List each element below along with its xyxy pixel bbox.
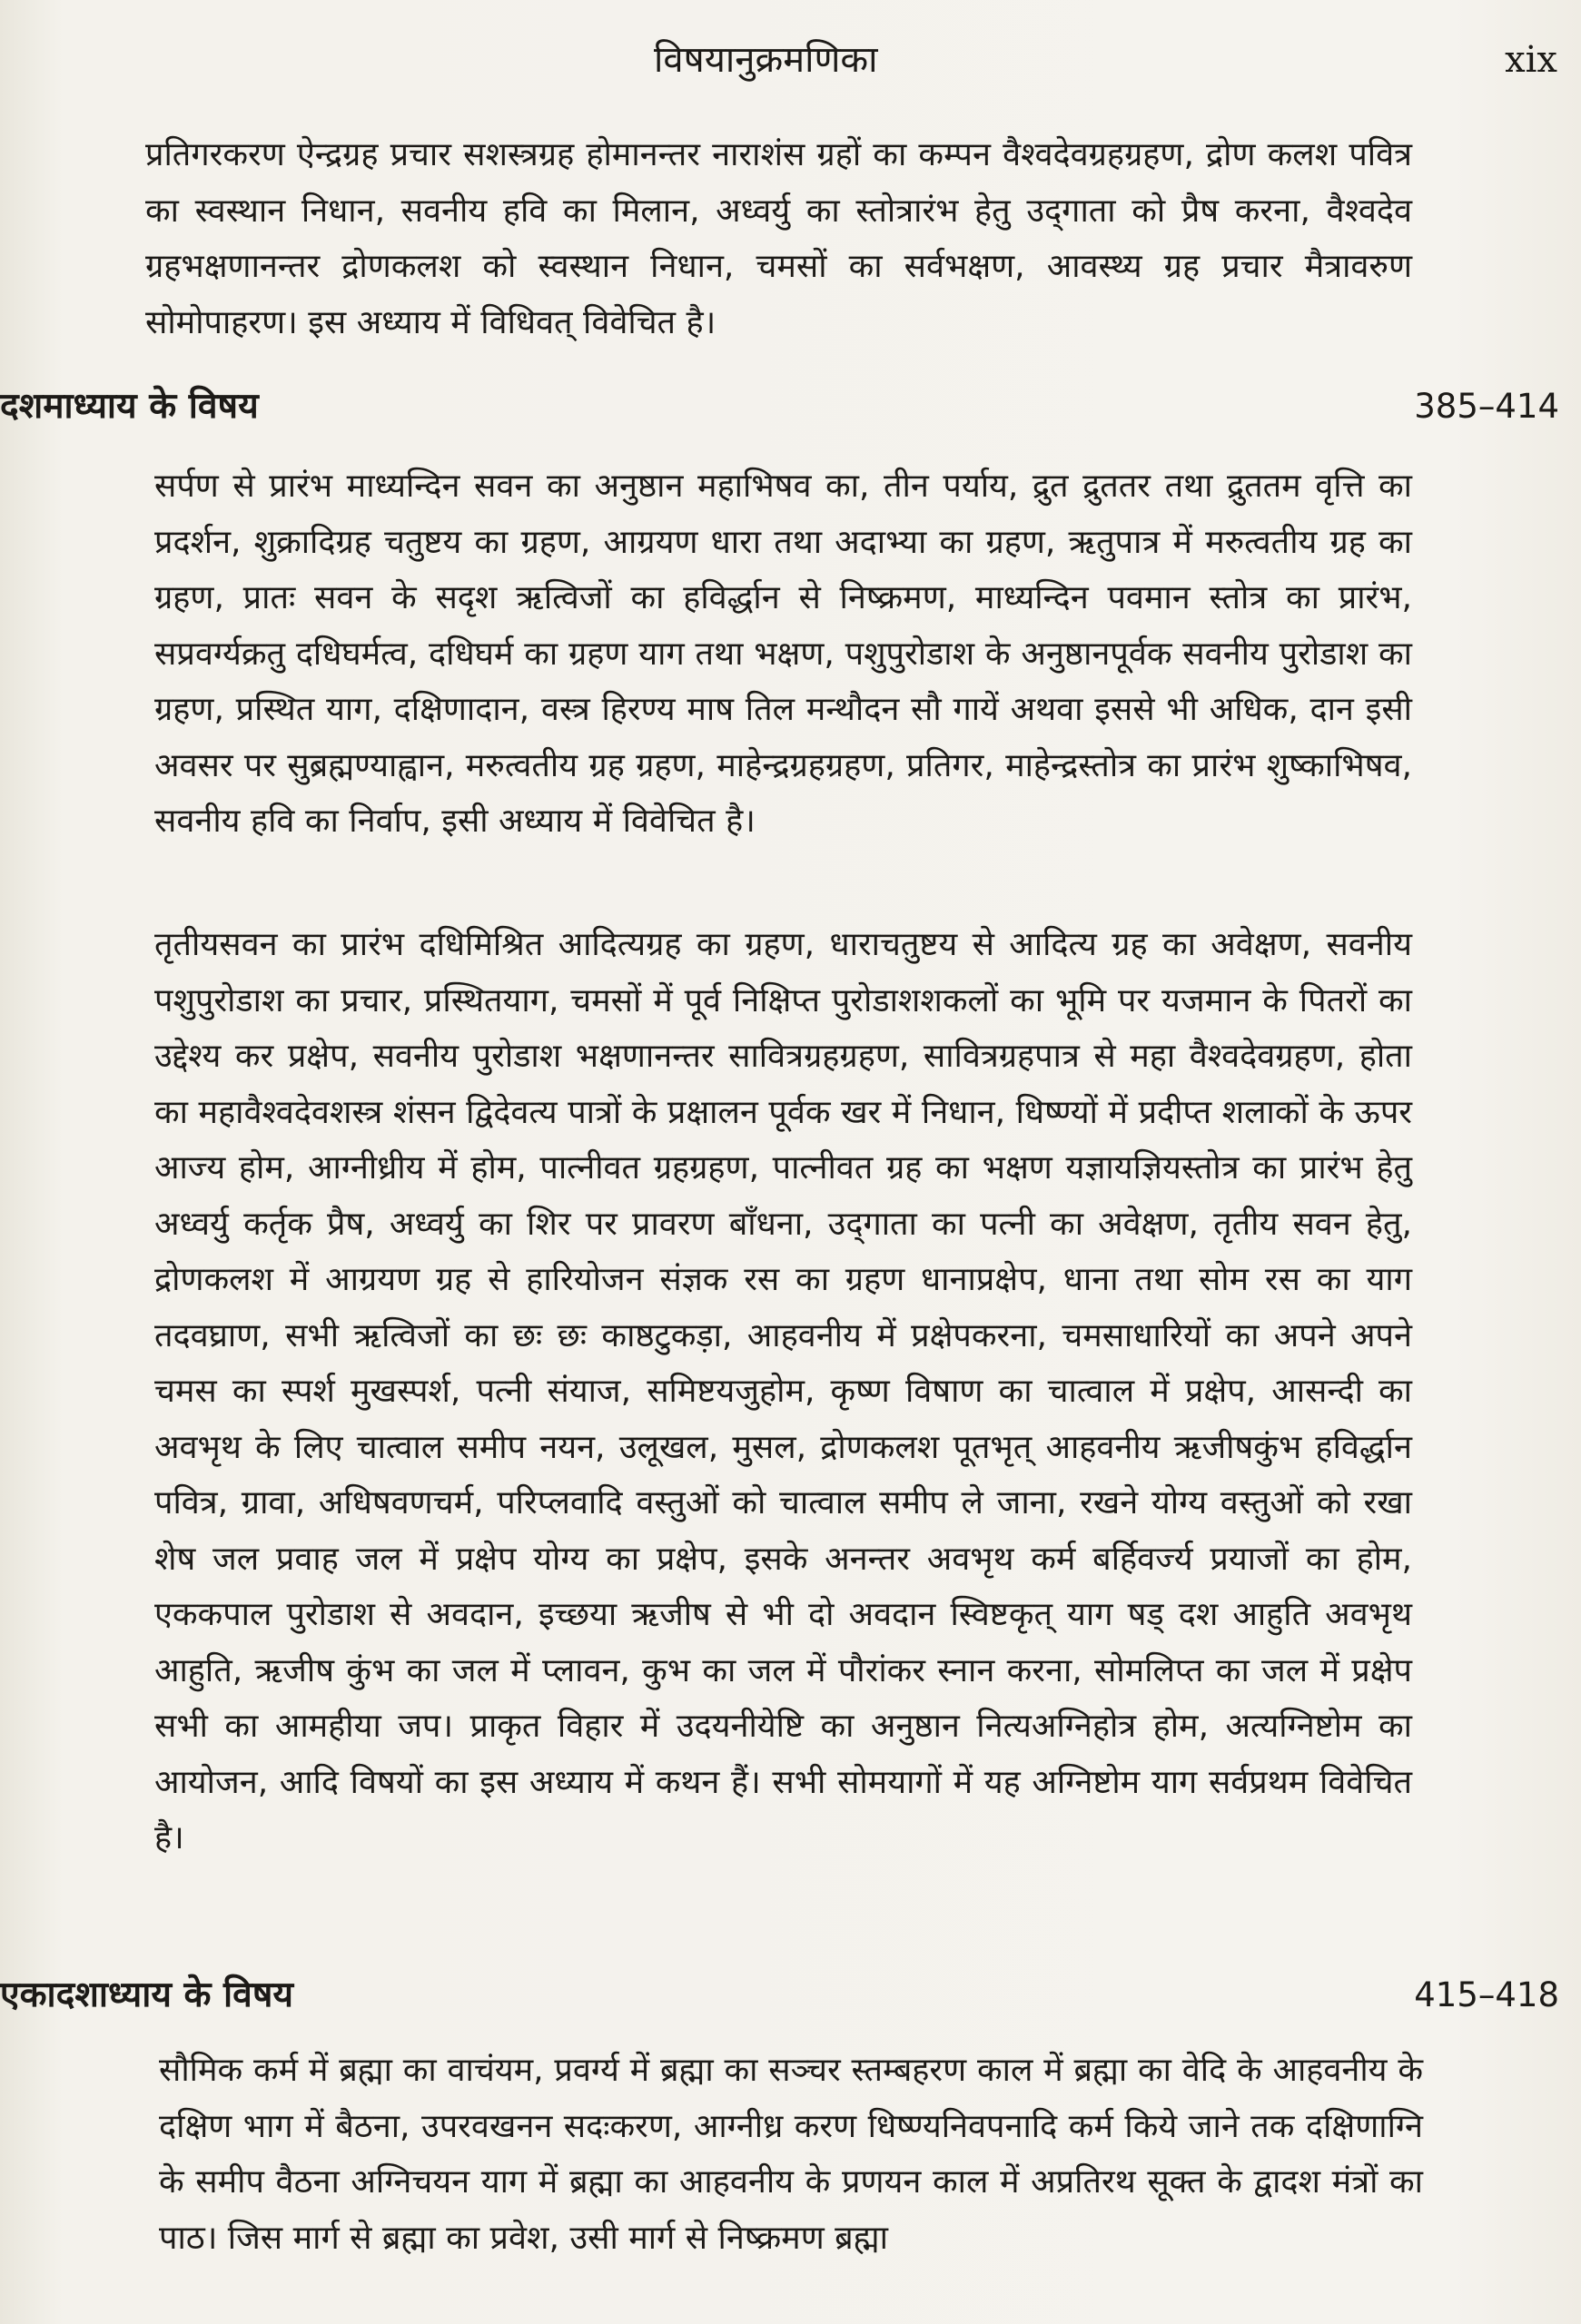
- section-page-range: 385–414: [1414, 387, 1559, 426]
- section-title: दशमाध्याय के विषय: [0, 386, 259, 427]
- section-heading-chapter-11: [0, 1968, 1581, 2023]
- section-heading-chapter-10: [0, 379, 1581, 434]
- intro-paragraph: प्रतिगरकरण ऐन्द्रग्रह प्रचार सशस्त्रग्रह होमानन्तर नाराशंस ग्रहों का कम्पन वैश्वदेवग्रहग्रहण, द्रोण कलश पवित्र का स्वस्थान निधान, सवनीय हवि का मिलान, अध्वर्यु का स्तोत्रारंभ हेतु उद्‌गाता को प्रैष करना, वैश्वदेव ग्रहभक्षणानन्तर द्रोणकलश को स्वस्थान निधान, चमसों का सर्वभक्षण, आवस्थ्य ग्रह प्रचार मैत्रावरुण सोमोपाहरण। इस अध्याय में विधिवत्‌ विवेचित है।: [145, 136, 1412, 341]
- chapter-10-paragraph: तृतीयसवन का प्रारंभ दधिमिश्रित आदित्यग्रह का ग्रहण, धाराचतुष्टय से आदित्य ग्रह का अवेक्षण, सवनीय पशुपुरोडाश का प्रचार, प्रस्थितयाग, चमसों में पूर्व निक्षिप्त पुरोडाशशकलों का भूमि पर यजमान के पितरों का उद्देश्य कर प्रक्षेप, सवनीय पुरोडाश भक्षणानन्तर सावित्रग्रहग्रहण, सावित्रग्रहपात्र से महा वैश्वदेवग्रहण, होता का महावैश्वदेवशस्त्र शंसन द्विदेवत्य पात्रों के प्रक्षालन पूर्वक खर में निधान, धिष्ण्यों में प्रदीप्त शलाकों के ऊपर आज्य होम, आग्नीध्रीय में होम, पात्नीवत ग्रहग्रहण, पात्नीवत ग्रह का भक्षण यज्ञायज्ञियस्तोत्र का प्रारंभ हेतु अध्वर्यु कर्तृक प्रैष, अध्वर्यु का शिर पर प्रावरण बाँधना, उद्‌गाता का पत्नी का अवेक्षण, तृतीय सवन हेतु, द्रोणकलश में आग्रयण ग्रह से हारियोजन संज्ञक रस का ग्रहण धानाप्रक्षेप, धाना तथा सोम रस का याग तदवघ्राण, सभी ऋत्विजों का छः छः काष्ठटुकड़ा, आहवनीय में प्रक्षेपकरना, चमसाधारियों का अपने अपने चमस का स्पर्श मुखस्पर्श, पत्नी संयाज, समिष्टयजुहोम, कृष्ण विषाण का चात्वाल में प्रक्षेप, आसन्दी का अवभृथ के लिए चात्वाल समीप नयन, उलूखल, मुसल, द्रोणकलश पूतभृत्‌ आहवनीय ऋजीषकुंभ हविर्द्धान पवित्र, ग्रावा, अधिषवणचर्म, परिप्लवादि वस्तुओं को चात्वाल समीप ले जाना, रखने योग्य वस्तुओं को रखा शेष जल प्रवाह जल में प्रक्षेप योग्य का प्रक्षेप, इसके अनन्तर अवभृथ कर्म बर्हिवर्ज्य प्रयाजों का होम, एककपाल पुरोडाश से अवदान, इच्छया ऋजीष से भी दो अवदान स्विष्टकृत्‌ याग षड्‌ दश आहुति अवभृथ आहुति, ऋजीष कुंभ का जल में प्लावन, कुभ का जल में पौरांकर स्नान करना, सोमलिप्त का जल में प्रक्षेप सभी का आमहीया जप। प्राकृत विहार में उदयनीयेष्टि का अनुष्ठान नित्यअग्निहोत्र होम, अत्यग्निष्टोम का आयोजन, आदि विषयों का इस अध्याय में कथन हैं। सभी सोमयागों में यह अग्निष्टोम याग सर्वप्रथम विवेचित है।: [154, 926, 1412, 1856]
- running-head: [0, 34, 1581, 89]
- running-title: विषयानुक्रमणिका: [654, 39, 878, 81]
- section-title: एकादशाध्याय के विषय: [0, 1974, 294, 2015]
- chapter-11-paragraph: सौमिक कर्म में ब्रह्मा का वाचंयम, प्रवर्ग्य में ब्रह्मा का सञ्चर स्तम्बहरण काल में ब्रह्मा का वेदि के आहवनीय के दक्षिण भाग में बैठना, उपरवखनन सदःकरण, आग्नीध्र करण धिष्ण्यनिवपनादि कर्म किये जाने तक दक्षिणाग्नि के समीप वैठना अग्निचयन याग में ब्रह्मा का आहवनीय के प्रणयन काल में अप्रतिरथ सूक्त के द्वादश मंत्रों का पाठ। जिस मार्ग से ब्रह्मा का प्रवेश, उसी मार्ग से निष्क्रमण ब्रह्मा: [159, 2052, 1423, 2257]
- chapter-10-paragraph: सर्पण से प्रारंभ माध्यन्दिन सवन का अनुष्ठान महाभिषव का, तीन पर्याय, द्रुत द्रुततर तथा द्रुततम वृत्ति का प्रदर्शन, शुक्रादिग्रह चतुष्टय का ग्रहण, आग्रयण धारा तथा अदाभ्या का ग्रहण, ऋतुपात्र में मरुत्वतीय ग्रह का ग्रहण, प्रातः सवन के सदृश ऋत्विजों का हविर्द्धान से निष्क्रमण, माध्यन्दिन पवमान स्तोत्र का प्रारंभ, सप्रवर्ग्यक्रतु दधिघर्मत्व, दधिघर्म का ग्रहण याग तथा भक्षण, पशुपुरोडाश के अनुष्ठानपूर्वक सवनीय पुरोडाश का ग्रहण, प्रस्थित याग, दक्षिणादान, वस्त्र हिरण्य माष तिल मन्थौदन सौ गायें अथवा इससे भी अधिक, दान इसी अवसर पर सुब्रह्मण्याह्वान, मरुत्वतीय ग्रह ग्रहण, माहेन्द्रग्रहग्रहण, प्रतिगर, माहेन्द्रस्तोत्र का प्रारंभ शुष्काभिषव, सवनीय हवि का निर्वाप, इसी अध्याय में विवेचित है।: [154, 468, 1412, 840]
- page-number: xix: [1505, 39, 1557, 81]
- section-page-range: 415–418: [1414, 1975, 1559, 2014]
